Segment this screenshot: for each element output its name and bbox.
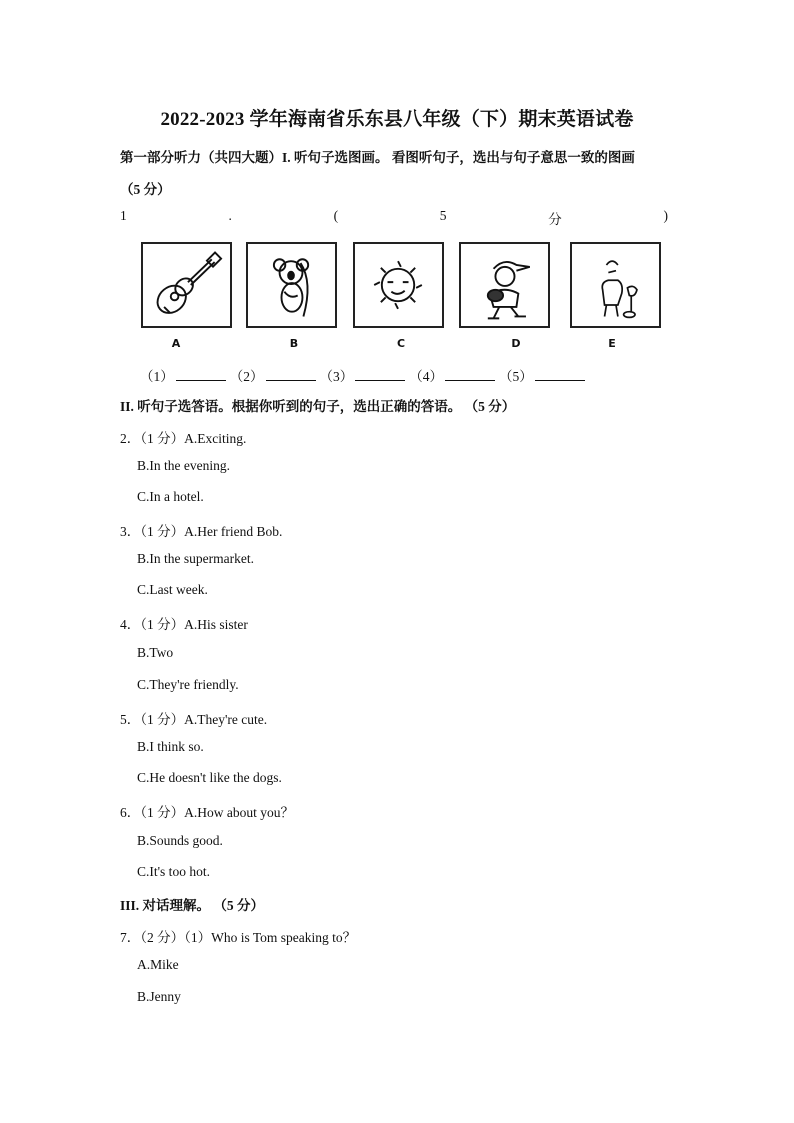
question-3-option-b: B.In the supermarket. [137, 551, 254, 566]
part1-heading: 第一部分听力（共四大题）I. 听句子选图画。 看图听句子，选出与句子意思一致的图画 [120, 150, 635, 165]
blank-line[interactable] [535, 368, 585, 381]
blank-line[interactable] [445, 368, 495, 381]
question-5-stem: 5．（1 分）A.They're cute. [120, 712, 268, 727]
picture-e-label: E [608, 337, 616, 350]
question-1-line [120, 208, 668, 228]
question-7-option-a: A.Mike [137, 957, 179, 972]
part1-score: （5 分） [120, 182, 171, 197]
question-4-stem: 4．（1 分）A.His sister [120, 617, 248, 632]
picture-d-label: D [511, 337, 521, 350]
picture-a [141, 242, 232, 328]
blank-4[interactable]: （4） [409, 365, 497, 385]
q1-close-paren: ) [663, 208, 668, 223]
question-2-option-c: C.In a hotel. [137, 489, 204, 504]
page-title: 2022-2023 学年海南省乐东县八年级（下）期末英语试卷 [160, 109, 634, 130]
question-4-option-c: C.They're friendly. [137, 677, 239, 692]
answer-blanks [140, 365, 589, 385]
guitar-icon [143, 244, 230, 326]
picture-d [459, 242, 550, 328]
q1-number: 1 [120, 208, 127, 223]
question-2-option-b: B.In the evening. [137, 458, 230, 473]
cooking-icon [572, 244, 659, 326]
q1-period: . [228, 208, 232, 223]
q1-points: 5 [439, 208, 447, 223]
question-3-stem: 3．（1 分）A.Her friend Bob. [120, 524, 283, 539]
part2-heading: II. 听句子选答语。根据你听到的句子，选出正确的答语。 （5 分） [120, 399, 516, 414]
q1-points-unit: 分 [548, 212, 562, 227]
question-5-option-b: B.I think so. [137, 739, 204, 754]
question-2-stem: 2．（1 分）A.Exciting. [120, 431, 247, 446]
koala-icon [248, 244, 335, 326]
sun-icon [355, 244, 442, 326]
blank-line[interactable] [176, 368, 226, 381]
question-7-stem: 7．（2 分）（1）Who is Tom speaking to？ [120, 930, 357, 945]
q1-open-paren: ( [333, 208, 339, 223]
blank-5[interactable]: （5） [499, 365, 587, 385]
picture-options [141, 242, 671, 357]
question-5-option-c: C.He doesn't like the dogs. [137, 770, 282, 785]
question-4-option-b: B.Two [137, 645, 174, 660]
blank-2[interactable]: （2） [230, 365, 318, 385]
question-3-option-c: C.Last week. [137, 582, 208, 597]
picture-c [353, 242, 444, 328]
question-6-stem: 6．（1 分）A.How about you？ [120, 805, 294, 820]
picture-b-label: B [289, 337, 299, 350]
blank-line[interactable] [266, 368, 316, 381]
picture-a-label: A [171, 337, 181, 350]
part3-heading: III. 对话理解。 （5 分） [120, 898, 265, 913]
blank-1[interactable]: （1） [140, 365, 228, 385]
blank-line[interactable] [355, 368, 405, 381]
picture-e [570, 242, 661, 328]
question-6-option-c: C.It's too hot. [137, 864, 210, 879]
picture-b [246, 242, 337, 328]
picture-c-label: C [396, 337, 406, 350]
baseball-player-icon [461, 244, 548, 326]
blank-3[interactable]: （3） [320, 365, 408, 385]
question-7-option-b: B.Jenny [137, 989, 181, 1004]
question-6-option-b: B.Sounds good. [137, 833, 223, 848]
